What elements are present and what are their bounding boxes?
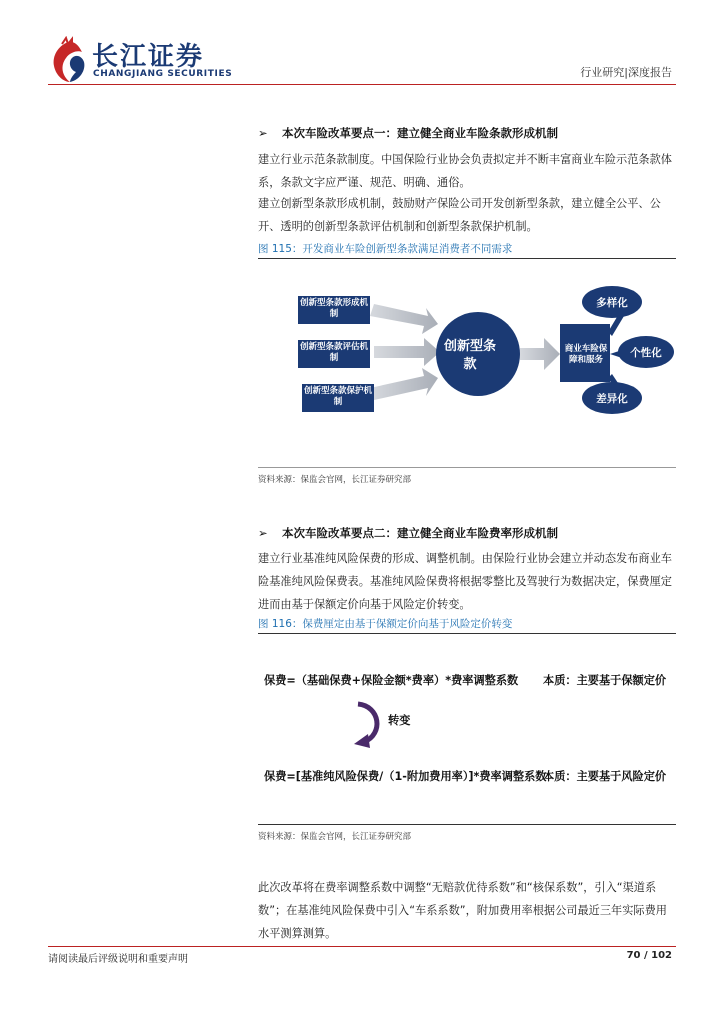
- formula-new: 保费=[基准纯风险保费/（1-附加费用率）]*费率调整系数: [264, 770, 547, 783]
- company-logo: [48, 36, 238, 84]
- figure-116-top-rule: [258, 633, 676, 634]
- box-evaluation-label: 创新型条款评估机制: [299, 342, 368, 363]
- figure-115-top-rule: [258, 258, 676, 259]
- logo-emblem-icon: [48, 36, 88, 84]
- figure-115-source: 资料来源：保监会官网，长江证券研究部: [258, 475, 412, 485]
- section1-paragraph-1: 建立行业示范条款制度。中国保险行业协会负责拟定并不断丰富商业车险示范条款体系，条款文字应严谨、规范、明确、通俗。: [258, 153, 672, 189]
- footer-disclaimer: 请阅读最后评级说明和重要声明: [48, 954, 188, 965]
- logo-chinese-name: 长江证券: [92, 42, 205, 72]
- formula-old: 保费=（基础保费+保险金额*费率）*费率调整系数: [264, 674, 519, 687]
- essence-new: 本质：主要基于风险定价: [543, 770, 667, 783]
- oval-differentiated-label: 差异化: [596, 393, 628, 405]
- arrow-2-icon: [374, 338, 440, 366]
- report-type-label: 行业研究|深度报告: [580, 66, 672, 79]
- oval-diversified-label: 多样化: [596, 297, 628, 309]
- oval-personalized-label: 个性化: [630, 347, 662, 359]
- center-circle-label: 创新型条款: [443, 339, 496, 372]
- section1-heading-text: 本次车险改革要点一：建立健全商业车险条款形成机制: [282, 126, 558, 140]
- logo-english-name: CHANGJIANG SECURITIES: [93, 69, 233, 79]
- arrow-4-icon: [520, 338, 560, 370]
- section1-paragraph-2: 建立创新型条款形成机制，鼓励财产保险公司开发创新型条款，建立健全公平、公开、透明的创新型条款评估机制和创新型条款保护机制。: [258, 197, 661, 233]
- box-protection-label: 创新型条款保护机制: [303, 386, 372, 407]
- essence-old: 本质：主要基于保额定价: [543, 674, 667, 687]
- page-number: 70 / 102: [626, 950, 672, 961]
- section2-heading: [258, 525, 678, 541]
- bullet-arrow-icon: ➢: [258, 126, 268, 140]
- bullet-arrow-icon: ➢: [258, 526, 268, 540]
- section1-heading: [258, 125, 678, 141]
- footer-divider: [48, 946, 676, 947]
- header-divider: [48, 84, 676, 85]
- figure-115-title: 图 115：开发商业车险创新型条款满足消费者不同需求: [258, 243, 513, 255]
- figure-116-title: 图 116：保费厘定由基于保额定价向基于风险定价转变: [258, 618, 513, 630]
- figure-116-source: 资料来源：保监会官网，长江证券研究部: [258, 832, 412, 842]
- arrow-1-icon: [370, 304, 438, 334]
- arrow-3-icon: [370, 368, 438, 400]
- box-formation-label: 创新型条款形成机制: [299, 298, 368, 319]
- transition-curved-arrow-icon: [350, 700, 384, 748]
- section2-paragraph-1: 建立行业基准纯风险保费的形成、调整机制。由保险行业协会建立并动态发布商业车险基准纯风险保费表。基准纯风险保费将根据零整比及驾驶行为数据决定，保费厘定进而由基于保额定价向基于风险定价转变。: [258, 552, 672, 611]
- right-box-label: 商业车险保障和服务: [564, 344, 608, 365]
- section2-heading-text: 本次车险改革要点二：建立健全商业车险费率形成机制: [282, 526, 558, 540]
- section2-paragraph-2: 此次改革将在费率调整系数中调整“无赔款优待系数”和“核保系数”，引入“渠道系数”；在基准纯风险保费中引入“车系系数”，附加费用率根据公司最近三年实际费用水平测算测算。: [258, 881, 667, 940]
- transition-label: 转变: [388, 714, 411, 727]
- figure-116-bottom-rule: [258, 824, 676, 825]
- figure-115-bottom-rule: [258, 467, 676, 468]
